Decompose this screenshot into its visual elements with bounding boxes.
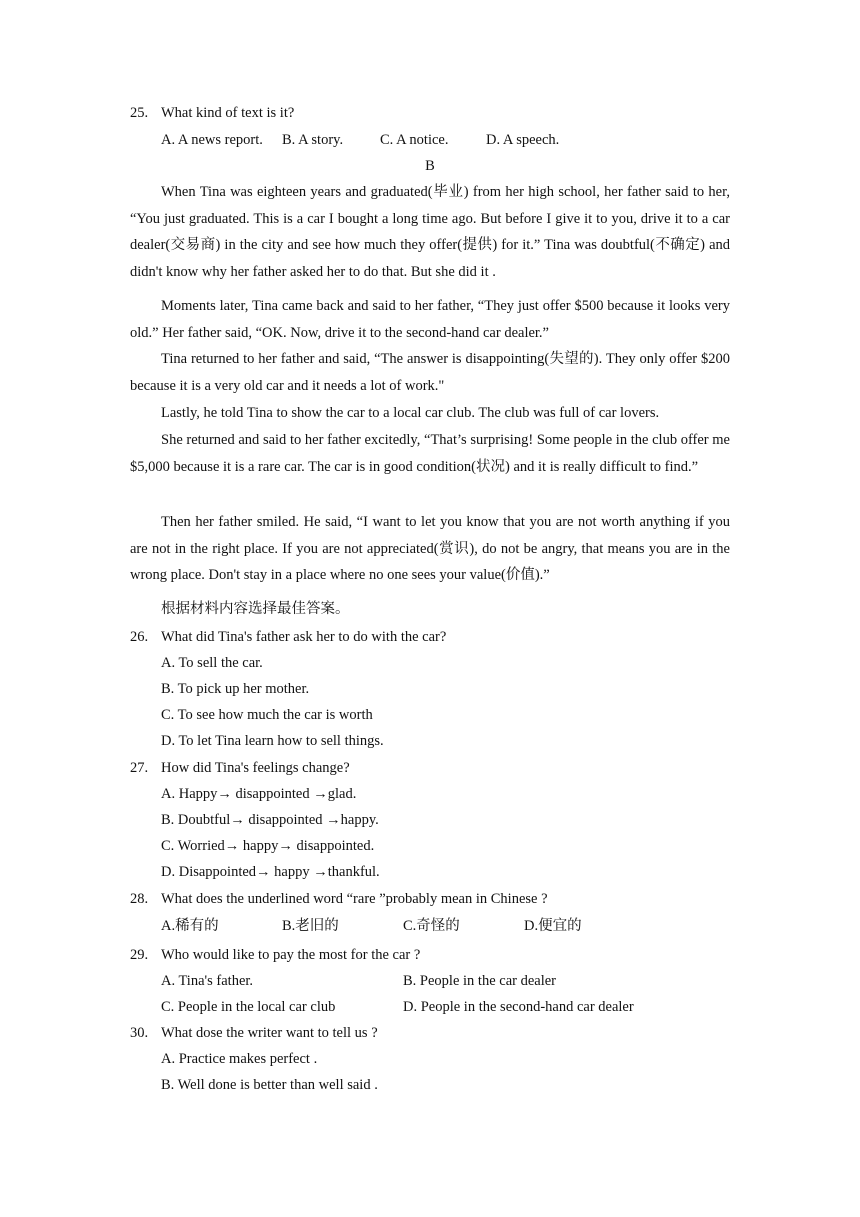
question-number: 28. — [130, 891, 149, 907]
option-b[interactable]: B. Doubtful→ disappointed →happy. — [161, 812, 379, 828]
option-a[interactable]: A. To sell the car. — [161, 655, 263, 671]
option-a[interactable]: A. Practice makes perfect . — [161, 1051, 318, 1067]
option-a[interactable]: A. Tina's father. — [161, 973, 254, 989]
option-d[interactable]: D. Disappointed→ happy →thankful. — [161, 864, 380, 880]
question-number: 30. — [130, 1025, 149, 1041]
question-text: Who would like to pay the most for the car ? — [161, 947, 421, 963]
option-d[interactable]: D. A speech. — [486, 132, 560, 148]
passage-paragraph-1: When Tina was eighteen years and graduated(毕业) from her high school, her father said to her, “You just graduated. This is a car I bought a long time ago. But before I give it to you, drive it to a car dealer(交易商) in the city and see how much they offer(提供) for it.” Tina was doubtful(不确定) and didn't know why her father asked her to do that. But she did it . — [130, 184, 730, 280]
passage-paragraph-4: Lastly, he told Tina to show the car to a local car club. The club was full of car lovers. — [161, 405, 660, 421]
section-title: B — [425, 158, 435, 174]
option-b[interactable]: B.老旧的 — [282, 918, 339, 934]
option-c[interactable]: C.奇怪的 — [403, 918, 460, 934]
passage-paragraph-2: Moments later, Tina came back and said to her father, “They just offer $500 because it looks very old.” Her father said, “OK. Now, drive it to the second-hand car dealer.” — [130, 298, 730, 341]
option-d[interactable]: D. To let Tina learn how to sell things. — [161, 733, 384, 749]
option-b[interactable]: B. People in the car dealer — [403, 973, 556, 989]
question-number: 26. — [130, 629, 149, 645]
question-text: How did Tina's feelings change? — [161, 760, 350, 776]
instruction: 根据材料内容选择最佳答案。 — [161, 601, 350, 617]
option-c[interactable]: C. Worried→ happy→ disappointed. — [161, 838, 375, 854]
question-text: What dose the writer want to tell us ? — [161, 1025, 378, 1041]
question-text: What does the underlined word “rare ”probably mean in Chinese ? — [161, 891, 548, 907]
question-number: 25. — [130, 105, 149, 121]
passage-paragraph-6: Then her father smiled. He said, “I want to let you know that you are not worth anything if you are not in the right place. If you are not appreciated(赏识), do not be angry, that means you are in the wrong place. Don't stay in a place where no one sees your value(价值).” — [130, 514, 730, 583]
option-d[interactable]: D.便宜的 — [524, 918, 582, 934]
question-text: What kind of text is it? — [161, 105, 295, 121]
option-b[interactable]: B. A story. — [282, 132, 344, 148]
option-d[interactable]: D. People in the second-hand car dealer — [403, 999, 634, 1015]
option-a[interactable]: A. Happy→ disappointed →glad. — [161, 786, 357, 802]
option-a[interactable]: A. A news report. — [161, 132, 263, 148]
question-number: 27. — [130, 760, 149, 776]
option-c[interactable]: C. A notice. — [380, 132, 449, 148]
passage-paragraph-3: Tina returned to her father and said, “The answer is disappointing(失望的). They only offer $200 because it is a very old car and it needs a lot of work." — [130, 351, 730, 394]
question-text: What did Tina's father ask her to do with the car? — [161, 629, 447, 645]
option-b[interactable]: B. To pick up her mother. — [161, 681, 310, 697]
option-c[interactable]: C. To see how much the car is worth — [161, 707, 373, 723]
option-c[interactable]: C. People in the local car club — [161, 999, 336, 1015]
option-b[interactable]: B. Well done is better than well said . — [161, 1077, 378, 1093]
passage-paragraph-5: She returned and said to her father excitedly, “That’s surprising! Some people in the club offer me $5,000 because it is a rare car. The car is in good condition(状况) and it is really difficult to find.” — [130, 432, 730, 475]
option-a[interactable]: A.稀有的 — [161, 918, 219, 934]
question-number: 29. — [130, 947, 149, 963]
